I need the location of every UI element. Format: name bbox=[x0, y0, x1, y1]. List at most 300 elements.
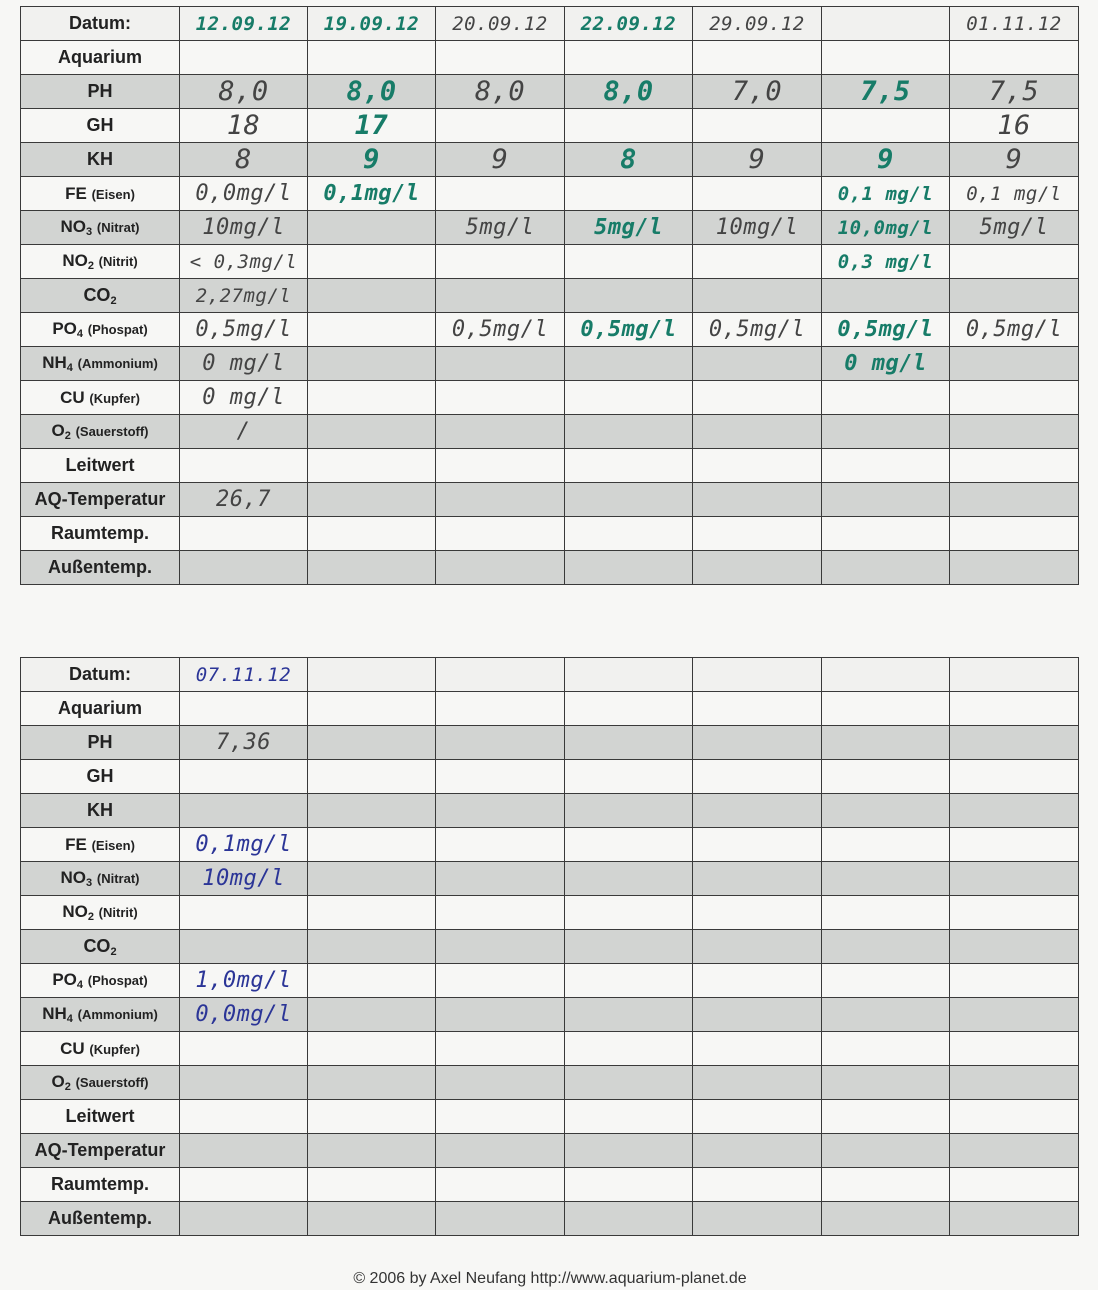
row-label-text: NH bbox=[42, 1004, 67, 1023]
row-label-note: (Phospat) bbox=[87, 973, 148, 988]
value-cell bbox=[693, 517, 822, 551]
row-label-subscript: 2 bbox=[110, 294, 117, 307]
date-cell bbox=[308, 658, 436, 692]
row-label-text: CO bbox=[83, 284, 111, 305]
value-cell bbox=[308, 794, 436, 828]
value-cell bbox=[693, 347, 822, 381]
value-cell bbox=[308, 279, 436, 313]
table-row-kh bbox=[21, 143, 1079, 177]
value-cell bbox=[693, 930, 822, 964]
row-label-text: O bbox=[51, 1072, 65, 1091]
table-row-gh bbox=[21, 109, 1079, 143]
value-cell bbox=[950, 726, 1079, 760]
value-cell bbox=[436, 998, 565, 1032]
value-cell bbox=[822, 1100, 950, 1134]
value-cell bbox=[308, 998, 436, 1032]
value-cell: 0,3 mg/l bbox=[822, 245, 950, 279]
row-label-note: (Ammonium) bbox=[77, 1007, 158, 1022]
value-cell bbox=[308, 517, 436, 551]
value-cell bbox=[436, 551, 565, 585]
date-cell: 29.09.12 bbox=[693, 7, 822, 41]
table-row-aussentemp bbox=[21, 551, 1079, 585]
table-row-fe bbox=[21, 177, 1079, 211]
value-cell bbox=[180, 449, 308, 483]
value-cell bbox=[822, 998, 950, 1032]
value-cell bbox=[180, 760, 308, 794]
row-label bbox=[21, 1202, 180, 1236]
value-cell bbox=[565, 245, 693, 279]
row-label-text: PO bbox=[52, 319, 77, 338]
row-label-text: KH bbox=[87, 800, 113, 820]
value-cell bbox=[950, 964, 1079, 998]
value-cell bbox=[565, 347, 693, 381]
row-label bbox=[21, 109, 180, 143]
table-row-datum bbox=[21, 7, 1079, 41]
row-label bbox=[21, 1100, 180, 1134]
value-cell bbox=[308, 1168, 436, 1202]
value-cell bbox=[950, 1134, 1079, 1168]
value-cell bbox=[565, 794, 693, 828]
row-label bbox=[21, 313, 180, 347]
row-label-text: NO bbox=[60, 868, 87, 887]
value-cell bbox=[180, 1066, 308, 1100]
value-cell bbox=[693, 1168, 822, 1202]
value-cell: 8 bbox=[565, 143, 693, 177]
value-cell bbox=[565, 381, 693, 415]
value-cell bbox=[822, 381, 950, 415]
row-label-text: FE bbox=[65, 834, 87, 854]
value-cell bbox=[822, 1134, 950, 1168]
value-cell bbox=[565, 449, 693, 483]
value-cell: 26,7 bbox=[180, 483, 308, 517]
row-label-text: PO bbox=[52, 970, 77, 989]
value-cell bbox=[436, 930, 565, 964]
value-cell bbox=[950, 347, 1079, 381]
value-cell bbox=[693, 794, 822, 828]
table-row-nh4 bbox=[21, 998, 1079, 1032]
value-cell bbox=[950, 517, 1079, 551]
value-cell: 9 bbox=[822, 143, 950, 177]
value-cell bbox=[436, 760, 565, 794]
row-label bbox=[21, 1134, 180, 1168]
value-cell bbox=[180, 41, 308, 75]
value-cell bbox=[180, 930, 308, 964]
row-label-note: (Kupfer) bbox=[89, 1041, 140, 1057]
value-cell bbox=[950, 930, 1079, 964]
value-cell bbox=[180, 517, 308, 551]
value-cell bbox=[565, 726, 693, 760]
row-label-text: CO bbox=[83, 935, 111, 956]
table-row-no3 bbox=[21, 862, 1079, 896]
date-cell: 07.11.12 bbox=[180, 658, 308, 692]
value-cell bbox=[436, 245, 565, 279]
row-label-text: Leitwert bbox=[65, 1106, 135, 1126]
value-cell bbox=[950, 415, 1079, 449]
value-cell bbox=[308, 930, 436, 964]
value-cell: 8,0 bbox=[180, 75, 308, 109]
value-cell: 7,5 bbox=[950, 75, 1079, 109]
value-cell: 1,0mg/l bbox=[180, 964, 308, 998]
value-cell bbox=[308, 449, 436, 483]
row-label bbox=[21, 143, 180, 177]
row-label-text: Datum: bbox=[69, 664, 131, 684]
value-cell bbox=[950, 41, 1079, 75]
value-cell bbox=[822, 896, 950, 930]
row-label bbox=[21, 347, 180, 381]
value-cell bbox=[693, 109, 822, 143]
table-row-no3 bbox=[21, 211, 1079, 245]
table-row-leitwert bbox=[21, 1100, 1079, 1134]
table-row-aussentemp bbox=[21, 1202, 1079, 1236]
value-cell bbox=[565, 692, 693, 726]
value-cell bbox=[822, 930, 950, 964]
table-row-co2 bbox=[21, 930, 1079, 964]
value-cell: 0 mg/l bbox=[180, 381, 308, 415]
value-cell bbox=[950, 862, 1079, 896]
value-cell bbox=[950, 1066, 1079, 1100]
value-cell bbox=[822, 828, 950, 862]
value-cell bbox=[565, 1134, 693, 1168]
table-row-aquarium bbox=[21, 692, 1079, 726]
value-cell: 0,1mg/l bbox=[308, 177, 436, 211]
value-cell bbox=[436, 279, 565, 313]
value-cell bbox=[308, 347, 436, 381]
row-label-text: Aquarium bbox=[57, 47, 142, 67]
value-cell bbox=[180, 1202, 308, 1236]
value-cell bbox=[436, 109, 565, 143]
row-label-text: PH bbox=[87, 81, 113, 101]
value-cell bbox=[308, 551, 436, 585]
table-row-gh bbox=[21, 760, 1079, 794]
row-label bbox=[21, 483, 180, 517]
value-cell bbox=[436, 1202, 565, 1236]
value-cell bbox=[308, 1202, 436, 1236]
value-cell: 5mg/l bbox=[565, 211, 693, 245]
value-cell: 10mg/l bbox=[180, 862, 308, 896]
row-label-text: CU bbox=[60, 387, 85, 407]
row-label bbox=[21, 1032, 180, 1066]
value-cell: 0,5mg/l bbox=[822, 313, 950, 347]
value-cell: 0,1 mg/l bbox=[822, 177, 950, 211]
value-cell bbox=[693, 1134, 822, 1168]
row-label bbox=[21, 75, 180, 109]
date-cell: 12.09.12 bbox=[180, 7, 308, 41]
table-1-body bbox=[21, 7, 1079, 585]
row-label-text: NO bbox=[62, 251, 88, 270]
value-cell: 18 bbox=[180, 109, 308, 143]
value-cell: < 0,3mg/l bbox=[180, 245, 308, 279]
value-cell bbox=[693, 1100, 822, 1134]
value-cell bbox=[693, 381, 822, 415]
value-cell bbox=[565, 177, 693, 211]
value-cell bbox=[565, 828, 693, 862]
value-cell: 0,0mg/l bbox=[180, 177, 308, 211]
value-cell bbox=[822, 1202, 950, 1236]
date-cell: 22.09.12 bbox=[565, 7, 693, 41]
value-cell bbox=[950, 245, 1079, 279]
row-label-subscript: 2 bbox=[64, 1081, 71, 1093]
table-row-o2 bbox=[21, 415, 1079, 449]
value-cell bbox=[565, 896, 693, 930]
value-cell bbox=[950, 692, 1079, 726]
date-cell bbox=[565, 658, 693, 692]
value-cell bbox=[950, 760, 1079, 794]
row-label-note: (Nitrit) bbox=[98, 905, 138, 920]
value-cell bbox=[693, 896, 822, 930]
row-label-note: (Sauerstoff) bbox=[75, 1075, 149, 1090]
value-cell bbox=[822, 1032, 950, 1066]
table-row-nh4 bbox=[21, 347, 1079, 381]
value-cell bbox=[308, 415, 436, 449]
value-cell bbox=[436, 517, 565, 551]
value-cell bbox=[565, 483, 693, 517]
row-label-subscript: 4 bbox=[76, 979, 83, 991]
value-cell: 2,27mg/l bbox=[180, 279, 308, 313]
value-cell bbox=[565, 1202, 693, 1236]
water-log-table-2 bbox=[20, 657, 1079, 1236]
table-row-ph bbox=[21, 75, 1079, 109]
value-cell bbox=[436, 794, 565, 828]
value-cell bbox=[693, 692, 822, 726]
date-cell bbox=[822, 658, 950, 692]
value-cell: 16 bbox=[950, 109, 1079, 143]
value-cell bbox=[308, 245, 436, 279]
row-label-subscript: 4 bbox=[76, 328, 83, 340]
value-cell: 7,0 bbox=[693, 75, 822, 109]
row-label bbox=[21, 658, 180, 692]
table-row-leitwert bbox=[21, 449, 1079, 483]
value-cell bbox=[565, 998, 693, 1032]
value-cell bbox=[436, 726, 565, 760]
value-cell: 5mg/l bbox=[436, 211, 565, 245]
value-cell bbox=[822, 1066, 950, 1100]
row-label bbox=[21, 211, 180, 245]
value-cell: 0,5mg/l bbox=[180, 313, 308, 347]
value-cell bbox=[693, 415, 822, 449]
row-label bbox=[21, 862, 180, 896]
value-cell bbox=[565, 415, 693, 449]
date-cell: 19.09.12 bbox=[308, 7, 436, 41]
row-label bbox=[21, 517, 180, 551]
value-cell bbox=[822, 109, 950, 143]
date-cell bbox=[693, 658, 822, 692]
table-2-body bbox=[21, 658, 1079, 1236]
value-cell bbox=[180, 551, 308, 585]
value-cell bbox=[565, 279, 693, 313]
value-cell bbox=[822, 794, 950, 828]
table-row-po4 bbox=[21, 313, 1079, 347]
value-cell bbox=[180, 896, 308, 930]
row-label bbox=[21, 692, 180, 726]
value-cell: 9 bbox=[436, 143, 565, 177]
value-cell bbox=[565, 109, 693, 143]
value-cell bbox=[693, 1032, 822, 1066]
value-cell bbox=[693, 1066, 822, 1100]
row-label bbox=[21, 7, 180, 41]
row-label bbox=[21, 1066, 180, 1100]
value-cell bbox=[308, 1134, 436, 1168]
table-row-kh bbox=[21, 794, 1079, 828]
value-cell bbox=[565, 964, 693, 998]
value-cell bbox=[565, 517, 693, 551]
value-cell bbox=[693, 279, 822, 313]
row-label bbox=[21, 415, 180, 449]
value-cell bbox=[950, 794, 1079, 828]
row-label-text: AQ-Temperatur bbox=[34, 1140, 166, 1160]
row-label-text: CU bbox=[60, 1038, 85, 1058]
value-cell bbox=[436, 347, 565, 381]
value-cell: 9 bbox=[950, 143, 1079, 177]
value-cell: 8,0 bbox=[308, 75, 436, 109]
value-cell bbox=[308, 483, 436, 517]
value-cell bbox=[180, 1100, 308, 1134]
row-label-subscript: 3 bbox=[86, 226, 93, 238]
value-cell bbox=[822, 862, 950, 896]
value-cell: 9 bbox=[308, 143, 436, 177]
row-label-text: Datum: bbox=[69, 13, 131, 33]
date-cell bbox=[950, 658, 1079, 692]
date-cell: 01.11.12 bbox=[950, 7, 1079, 41]
value-cell bbox=[565, 551, 693, 585]
value-cell bbox=[950, 1168, 1079, 1202]
value-cell bbox=[436, 692, 565, 726]
value-cell: 0,5mg/l bbox=[436, 313, 565, 347]
value-cell: 8,0 bbox=[565, 75, 693, 109]
table-row-raumtemp bbox=[21, 1168, 1079, 1202]
row-label bbox=[21, 279, 180, 313]
value-cell bbox=[308, 1066, 436, 1100]
table-row-datum bbox=[21, 658, 1079, 692]
value-cell bbox=[565, 760, 693, 794]
row-label-subscript: 4 bbox=[66, 1013, 73, 1025]
value-cell: 0,1 mg/l bbox=[950, 177, 1079, 211]
table-row-cu bbox=[21, 381, 1079, 415]
table-row-fe bbox=[21, 828, 1079, 862]
row-label-text: O bbox=[51, 421, 65, 440]
value-cell bbox=[822, 760, 950, 794]
value-cell bbox=[436, 1134, 565, 1168]
row-label-text: Raumtemp. bbox=[50, 1174, 149, 1194]
value-cell bbox=[436, 896, 565, 930]
value-cell bbox=[180, 1032, 308, 1066]
value-cell: 0,1mg/l bbox=[180, 828, 308, 862]
row-label bbox=[21, 828, 180, 862]
value-cell bbox=[565, 41, 693, 75]
value-cell bbox=[180, 692, 308, 726]
water-log-table-1 bbox=[20, 6, 1079, 585]
row-label bbox=[21, 551, 180, 585]
value-cell: 0,5mg/l bbox=[693, 313, 822, 347]
value-cell bbox=[308, 211, 436, 245]
value-cell bbox=[436, 1168, 565, 1202]
value-cell bbox=[308, 964, 436, 998]
row-label bbox=[21, 964, 180, 998]
value-cell bbox=[308, 760, 436, 794]
row-label-subscript: 2 bbox=[110, 945, 117, 958]
value-cell bbox=[565, 930, 693, 964]
row-label-text: NH bbox=[42, 353, 67, 372]
table-row-no2 bbox=[21, 245, 1079, 279]
value-cell: 8 bbox=[180, 143, 308, 177]
value-cell bbox=[693, 726, 822, 760]
value-cell: 10,0mg/l bbox=[822, 211, 950, 245]
value-cell bbox=[308, 1032, 436, 1066]
value-cell: 0,5mg/l bbox=[565, 313, 693, 347]
table-row-o2 bbox=[21, 1066, 1079, 1100]
value-cell bbox=[436, 415, 565, 449]
row-label-note: (Eisen) bbox=[91, 186, 135, 202]
row-label-note: (Nitrat) bbox=[96, 871, 140, 886]
value-cell: 7,36 bbox=[180, 726, 308, 760]
value-cell bbox=[822, 1168, 950, 1202]
value-cell: 0,0mg/l bbox=[180, 998, 308, 1032]
row-label-text: Leitwert bbox=[65, 455, 135, 475]
value-cell: 7,5 bbox=[822, 75, 950, 109]
row-label bbox=[21, 726, 180, 760]
value-cell bbox=[565, 1168, 693, 1202]
table-row-ph bbox=[21, 726, 1079, 760]
value-cell bbox=[822, 726, 950, 760]
value-cell bbox=[436, 177, 565, 211]
row-label-note: (Kupfer) bbox=[89, 390, 140, 406]
value-cell: 0,5mg/l bbox=[950, 313, 1079, 347]
value-cell bbox=[180, 1168, 308, 1202]
value-cell bbox=[693, 41, 822, 75]
row-label-text: GH bbox=[86, 115, 114, 135]
date-cell bbox=[822, 7, 950, 41]
value-cell bbox=[950, 551, 1079, 585]
value-cell bbox=[308, 692, 436, 726]
value-cell bbox=[436, 449, 565, 483]
value-cell bbox=[308, 726, 436, 760]
row-label-subscript: 3 bbox=[86, 877, 93, 889]
value-cell bbox=[436, 381, 565, 415]
row-label-subscript: 2 bbox=[87, 911, 94, 923]
value-cell bbox=[950, 1100, 1079, 1134]
value-cell bbox=[950, 896, 1079, 930]
row-label bbox=[21, 930, 180, 964]
value-cell: 10mg/l bbox=[180, 211, 308, 245]
row-label-text: PH bbox=[87, 732, 113, 752]
value-cell bbox=[950, 449, 1079, 483]
value-cell bbox=[822, 449, 950, 483]
row-label-text: NO bbox=[60, 217, 87, 236]
row-label-note: (Phospat) bbox=[87, 322, 148, 337]
value-cell bbox=[693, 964, 822, 998]
value-cell bbox=[436, 483, 565, 517]
row-label bbox=[21, 245, 180, 279]
value-cell bbox=[822, 415, 950, 449]
value-cell bbox=[822, 517, 950, 551]
value-cell bbox=[950, 1202, 1079, 1236]
row-label bbox=[21, 794, 180, 828]
value-cell bbox=[180, 794, 308, 828]
row-label bbox=[21, 1168, 180, 1202]
row-label bbox=[21, 449, 180, 483]
value-cell bbox=[822, 964, 950, 998]
value-cell bbox=[950, 483, 1079, 517]
row-label-note: (Sauerstoff) bbox=[75, 424, 149, 439]
value-cell bbox=[822, 692, 950, 726]
value-cell: 8,0 bbox=[436, 75, 565, 109]
value-cell bbox=[693, 449, 822, 483]
value-cell bbox=[822, 551, 950, 585]
value-cell: 5mg/l bbox=[950, 211, 1079, 245]
value-cell bbox=[693, 828, 822, 862]
row-label bbox=[21, 41, 180, 75]
table-row-co2 bbox=[21, 279, 1079, 313]
value-cell bbox=[436, 1100, 565, 1134]
